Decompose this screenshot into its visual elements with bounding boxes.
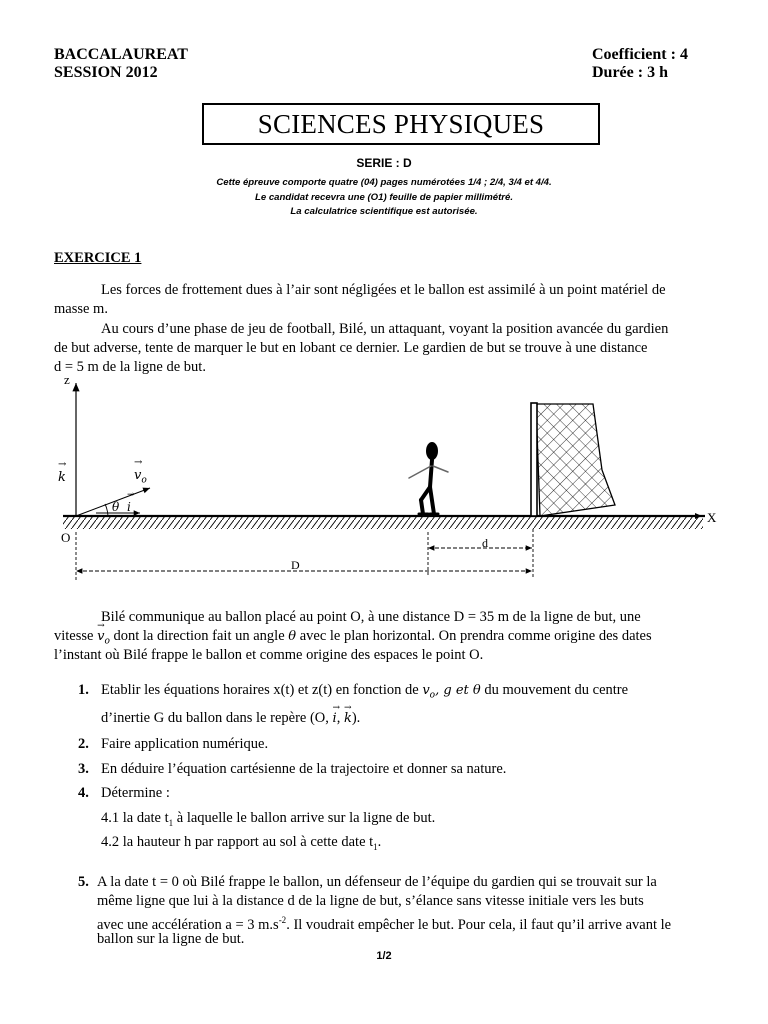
intro-p2-line1: Au cours d’une phase de jeu de football, Bilé, un attaquant, voyant la position avancée du gardien (101, 321, 669, 337)
q3-number: 3. (78, 761, 89, 777)
q5-line2: même ligne que lui à la distance d de la ligne de but, s’élance sans vitesse initiale vers les buts (97, 893, 644, 909)
para3-line3: l’instant où Bilé frappe le ballon et comme origine des espaces le point O. (54, 647, 484, 663)
distance-d-label: d (482, 536, 488, 550)
q2-text: Faire application numérique. (101, 736, 269, 752)
q42-text: 4.2 la hauteur h par rapport au sol à cette date $t_1$. (101, 834, 382, 852)
serie-label: SERIE : D (356, 156, 412, 170)
intro-p1-line1: Les forces de frottement dues à l’air sont négligées et le ballon est assimilé à un point matériel de (101, 282, 666, 298)
para3-line1: Bilé communique au ballon placé au point O, à une distance D = 35 m de la ligne de but, une (101, 609, 641, 625)
v0-vector-label: → $v_o$ (134, 457, 147, 486)
title-box (202, 103, 600, 145)
i-vector-label: → i (127, 490, 135, 514)
origin-label: O (61, 530, 71, 545)
exercise-title: EXERCICE 1 (54, 250, 142, 266)
intro-p2-line3: d = 5 m de la ligne de but. (54, 359, 206, 375)
q5-line4: ballon sur la ligne de but. (97, 931, 245, 947)
header-left (54, 46, 188, 82)
k-vector-label: → k (58, 459, 67, 485)
q5-line1: A la date t = 0 où Bilé frappe le ballon, un défenseur de l’équipe du gardien qui se trouvait sur la (97, 874, 657, 890)
distance-D-label: D (291, 558, 300, 572)
q5-number: 5. (78, 874, 89, 890)
q2-number: 2. (78, 736, 89, 752)
football-figure (0, 360, 768, 590)
q5-line3: avec une accélération a = 3 $m.s^{-2}$. Il voudrait empêcher le but. Pour cela, il faut qu’il arrive avant le (97, 915, 672, 933)
ground-hatching (63, 516, 703, 529)
page-number: 1/2 (376, 950, 392, 962)
theta-arc (105, 504, 108, 516)
goal-net (531, 403, 615, 516)
q1-line1: Etablir les équations horaires x(t) et z(t) en fonction de $v_o$, g et θ du mouvement du centre (101, 682, 629, 701)
x-axis-label: X (707, 510, 717, 525)
theta-label: θ (112, 500, 120, 514)
header-exam: BACCALAUREAT (54, 46, 188, 63)
q41-text: 4.1 la date $t_1$ à laquelle le ballon arrive sur la ligne de but. (101, 810, 436, 828)
q3-text: En déduire l’équation cartésienne de la trajectoire et donner sa nature. (101, 761, 507, 777)
header-right (592, 46, 688, 82)
note-pages: Cette épreuve comporte quatre (04) pages numérotées 1/4 ; 2/4, 3/4 et 4/4. (216, 177, 552, 188)
page-title: SCIENCES PHYSIQUES (257, 108, 545, 139)
q1-line2: d’inertie G du ballon dans le repère (O, → i, → k). (101, 703, 361, 726)
intro-p1-line2: masse m. (54, 301, 108, 317)
q4-text: Détermine : (101, 785, 170, 801)
header-duration: Durée : 3 h (592, 64, 668, 81)
intro-p2-line2: de but adverse, tente de marquer le but en lobant ce dernier. Le gardien de but se trouve à une distance (54, 340, 648, 356)
z-axis-label: z (64, 372, 70, 387)
para3-line2: vitesse → $v_o$ dont la direction fait un angle θ avec le plan horizontal. On prendra comme origine des dates (54, 621, 652, 647)
note-calculator: La calculatrice scientifique est autorisée. (290, 206, 478, 217)
q1-number: 1. (78, 682, 89, 698)
header-session: SESSION 2012 (54, 64, 158, 81)
q4-number: 4. (78, 785, 89, 801)
note-paper: Le candidat recevra une (O1) feuille de papier millimétré. (254, 192, 514, 203)
attacker-figure (409, 442, 448, 514)
header-coefficient: Coefficient : 4 (592, 46, 688, 63)
